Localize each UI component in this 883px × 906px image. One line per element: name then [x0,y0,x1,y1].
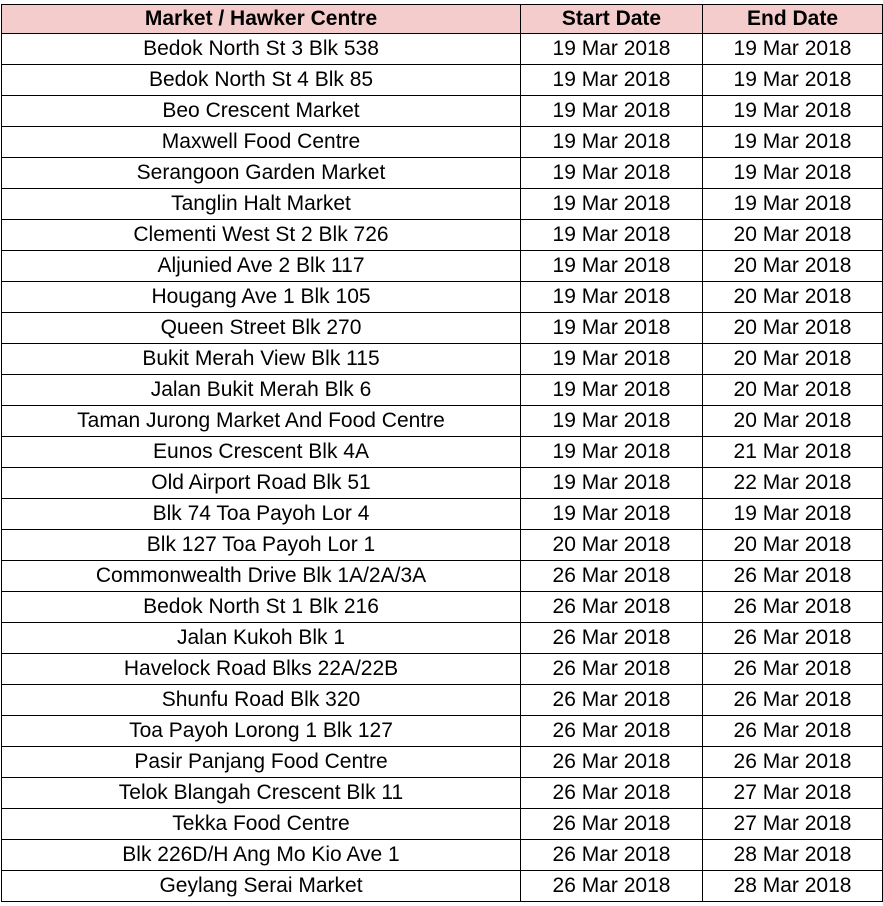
cell-start-date[interactable]: 26 Mar 2018 [521,561,703,592]
cell-start-date[interactable]: 20 Mar 2018 [521,530,703,561]
cell-end-date[interactable]: 20 Mar 2018 [703,220,883,251]
table-row [2,344,883,375]
cell-market-name[interactable]: Eunos Crescent Blk 4A [2,437,521,468]
cell-market-name[interactable]: Beo Crescent Market [2,96,521,127]
cell-end-date[interactable]: 20 Mar 2018 [703,313,883,344]
cell-market-name[interactable]: Tanglin Halt Market [2,189,521,220]
cell-end-date[interactable]: 26 Mar 2018 [703,716,883,747]
cell-start-date[interactable]: 19 Mar 2018 [521,96,703,127]
table-row [2,127,883,158]
table-row [2,282,883,313]
table-row [2,468,883,499]
cell-end-date[interactable]: 28 Mar 2018 [703,871,883,902]
cell-start-date[interactable]: 26 Mar 2018 [521,685,703,716]
cell-market-name[interactable]: Hougang Ave 1 Blk 105 [2,282,521,313]
cell-start-date[interactable]: 19 Mar 2018 [521,220,703,251]
table-row [2,623,883,654]
table-row [2,840,883,871]
cell-start-date[interactable]: 19 Mar 2018 [521,65,703,96]
cell-end-date[interactable]: 27 Mar 2018 [703,778,883,809]
cell-start-date[interactable]: 19 Mar 2018 [521,127,703,158]
table-row [2,251,883,282]
cell-start-date[interactable]: 19 Mar 2018 [521,313,703,344]
table-row [2,189,883,220]
header-start-date[interactable]: Start Date [521,5,703,34]
cell-end-date[interactable]: 19 Mar 2018 [703,96,883,127]
cell-market-name[interactable]: Tekka Food Centre [2,809,521,840]
cell-end-date[interactable]: 27 Mar 2018 [703,809,883,840]
cell-end-date[interactable]: 19 Mar 2018 [703,189,883,220]
cell-market-name[interactable]: Bukit Merah View Blk 115 [2,344,521,375]
cell-start-date[interactable]: 19 Mar 2018 [521,468,703,499]
cell-market-name[interactable]: Bedok North St 1 Blk 216 [2,592,521,623]
cell-start-date[interactable]: 26 Mar 2018 [521,778,703,809]
cell-start-date[interactable]: 19 Mar 2018 [521,344,703,375]
table-row [2,499,883,530]
cell-end-date[interactable]: 19 Mar 2018 [703,34,883,65]
cell-market-name[interactable]: Clementi West St 2 Blk 726 [2,220,521,251]
cell-end-date[interactable]: 26 Mar 2018 [703,654,883,685]
table-row [2,561,883,592]
cell-market-name[interactable]: Blk 74 Toa Payoh Lor 4 [2,499,521,530]
cell-market-name[interactable]: Geylang Serai Market [2,871,521,902]
cell-market-name[interactable]: Pasir Panjang Food Centre [2,747,521,778]
cell-start-date[interactable]: 19 Mar 2018 [521,158,703,189]
header-market-hawker-centre[interactable]: Market / Hawker Centre [2,5,521,34]
table-row [2,778,883,809]
cell-start-date[interactable]: 19 Mar 2018 [521,251,703,282]
cell-end-date[interactable]: 22 Mar 2018 [703,468,883,499]
header-row [2,5,883,34]
cell-market-name[interactable]: Queen Street Blk 270 [2,313,521,344]
cell-start-date[interactable]: 26 Mar 2018 [521,592,703,623]
cell-market-name[interactable]: Telok Blangah Crescent Blk 11 [2,778,521,809]
cell-market-name[interactable]: Jalan Bukit Merah Blk 6 [2,375,521,406]
cell-end-date[interactable]: 19 Mar 2018 [703,65,883,96]
cell-end-date[interactable]: 19 Mar 2018 [703,158,883,189]
cell-start-date[interactable]: 26 Mar 2018 [521,809,703,840]
cell-market-name[interactable]: Blk 127 Toa Payoh Lor 1 [2,530,521,561]
table-row [2,530,883,561]
cell-start-date[interactable]: 19 Mar 2018 [521,406,703,437]
table-row [2,313,883,344]
closure-schedule-table [1,4,883,902]
table-row [2,375,883,406]
cell-market-name[interactable]: Blk 226D/H Ang Mo Kio Ave 1 [2,840,521,871]
cell-end-date[interactable]: 26 Mar 2018 [703,623,883,654]
cell-start-date[interactable]: 19 Mar 2018 [521,499,703,530]
table-row [2,685,883,716]
cell-end-date[interactable]: 20 Mar 2018 [703,344,883,375]
cell-market-name[interactable]: Bedok North St 3 Blk 538 [2,34,521,65]
cell-start-date[interactable]: 26 Mar 2018 [521,840,703,871]
cell-start-date[interactable]: 19 Mar 2018 [521,189,703,220]
cell-market-name[interactable]: Shunfu Road Blk 320 [2,685,521,716]
table-row [2,747,883,778]
cell-start-date[interactable]: 26 Mar 2018 [521,654,703,685]
cell-end-date[interactable]: 20 Mar 2018 [703,251,883,282]
cell-market-name[interactable]: Havelock Road Blks 22A/22B [2,654,521,685]
cell-start-date[interactable]: 26 Mar 2018 [521,716,703,747]
table-row [2,158,883,189]
cell-end-date[interactable]: 28 Mar 2018 [703,840,883,871]
cell-start-date[interactable]: 19 Mar 2018 [521,34,703,65]
table-row [2,871,883,902]
table-row [2,654,883,685]
cell-market-name[interactable]: Jalan Kukoh Blk 1 [2,623,521,654]
cell-market-name[interactable]: Maxwell Food Centre [2,127,521,158]
cell-market-name[interactable]: Toa Payoh Lorong 1 Blk 127 [2,716,521,747]
cell-end-date[interactable]: 19 Mar 2018 [703,499,883,530]
table-row [2,716,883,747]
cell-end-date[interactable]: 26 Mar 2018 [703,747,883,778]
header-end-date[interactable]: End Date [703,5,883,34]
cell-start-date[interactable]: 19 Mar 2018 [521,375,703,406]
cell-market-name[interactable]: Bedok North St 4 Blk 85 [2,65,521,96]
cell-end-date[interactable]: 26 Mar 2018 [703,685,883,716]
cell-end-date[interactable]: 26 Mar 2018 [703,592,883,623]
table-row [2,34,883,65]
cell-end-date[interactable]: 20 Mar 2018 [703,530,883,561]
cell-end-date[interactable]: 20 Mar 2018 [703,375,883,406]
cell-market-name[interactable]: Serangoon Garden Market [2,158,521,189]
cell-start-date[interactable]: 26 Mar 2018 [521,623,703,654]
table-row [2,437,883,468]
table-row [2,96,883,127]
table-row [2,65,883,96]
table-row [2,809,883,840]
table-row [2,220,883,251]
cell-market-name[interactable]: Old Airport Road Blk 51 [2,468,521,499]
cell-end-date[interactable]: 21 Mar 2018 [703,437,883,468]
cell-end-date[interactable]: 26 Mar 2018 [703,561,883,592]
table-row [2,592,883,623]
cell-end-date[interactable]: 19 Mar 2018 [703,127,883,158]
cell-start-date[interactable]: 26 Mar 2018 [521,747,703,778]
cell-start-date[interactable]: 19 Mar 2018 [521,282,703,313]
table-body [2,34,883,902]
cell-start-date[interactable]: 26 Mar 2018 [521,871,703,902]
cell-end-date[interactable]: 20 Mar 2018 [703,406,883,437]
cell-market-name[interactable]: Taman Jurong Market And Food Centre [2,406,521,437]
cell-market-name[interactable]: Aljunied Ave 2 Blk 117 [2,251,521,282]
cell-start-date[interactable]: 19 Mar 2018 [521,437,703,468]
cell-market-name[interactable]: Commonwealth Drive Blk 1A/2A/3A [2,561,521,592]
table-row [2,406,883,437]
cell-end-date[interactable]: 20 Mar 2018 [703,282,883,313]
